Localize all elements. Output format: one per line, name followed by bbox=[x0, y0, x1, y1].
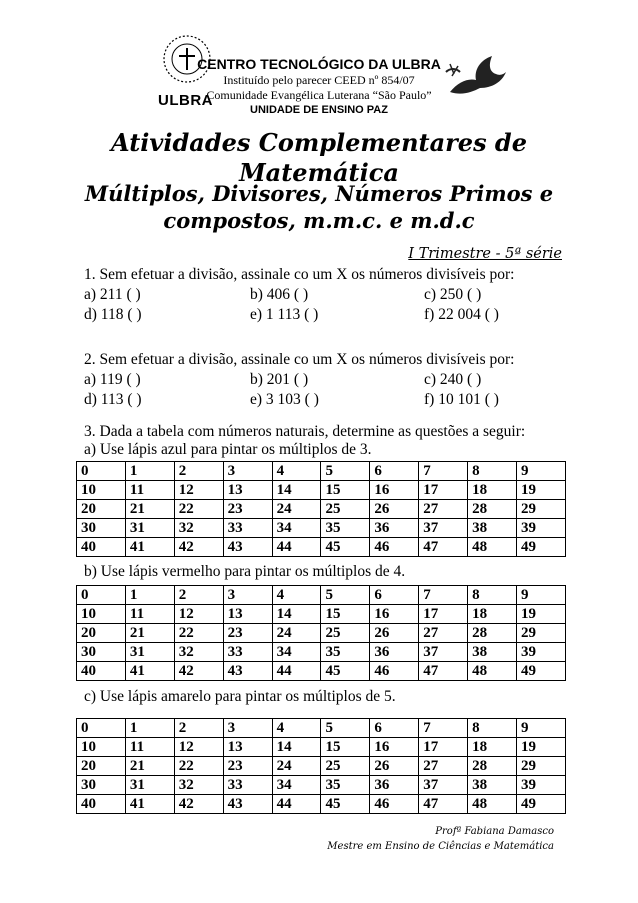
table-cell[interactable]: 16 bbox=[370, 738, 419, 757]
table-cell[interactable]: 48 bbox=[468, 662, 517, 681]
table-cell[interactable]: 8 bbox=[468, 586, 517, 605]
table-cell[interactable]: 32 bbox=[174, 519, 223, 538]
table-cell[interactable]: 10 bbox=[77, 605, 126, 624]
table-cell[interactable]: 7 bbox=[419, 719, 468, 738]
number-table-b bbox=[76, 585, 566, 681]
table-cell[interactable]: 19 bbox=[517, 481, 566, 500]
table-cell[interactable]: 25 bbox=[321, 757, 370, 776]
table-cell[interactable]: 4 bbox=[272, 462, 321, 481]
table-cell[interactable]: 37 bbox=[419, 519, 468, 538]
q2-item-f: f) 10 101 ( ) bbox=[424, 391, 499, 408]
table-cell[interactable]: 47 bbox=[419, 662, 468, 681]
q3-b-instruction: b) Use lápis vermelho para pintar os múltiplos de 4. bbox=[84, 563, 406, 580]
table-cell[interactable]: 26 bbox=[370, 757, 419, 776]
q1-item-c: c) 250 ( ) bbox=[424, 286, 482, 303]
table-cell[interactable]: 21 bbox=[125, 757, 174, 776]
school-unit: UNIDADE DE ENSINO PAZ bbox=[250, 104, 388, 116]
table-row bbox=[77, 500, 566, 519]
table-cell[interactable]: 18 bbox=[468, 738, 517, 757]
table-cell[interactable]: 3 bbox=[223, 462, 272, 481]
table-cell[interactable]: 37 bbox=[419, 776, 468, 795]
table-cell[interactable]: 46 bbox=[370, 795, 419, 814]
table-cell[interactable]: 17 bbox=[419, 605, 468, 624]
table-cell[interactable]: 12 bbox=[174, 738, 223, 757]
table-cell[interactable]: 5 bbox=[321, 719, 370, 738]
table-row bbox=[77, 519, 566, 538]
table-cell[interactable]: 15 bbox=[321, 605, 370, 624]
table-cell[interactable]: 13 bbox=[223, 605, 272, 624]
table-row bbox=[77, 776, 566, 795]
table-cell[interactable]: 10 bbox=[77, 738, 126, 757]
table-cell[interactable]: 30 bbox=[77, 519, 126, 538]
table-cell[interactable]: 40 bbox=[77, 662, 126, 681]
table-row bbox=[77, 662, 566, 681]
table-cell[interactable]: 23 bbox=[223, 624, 272, 643]
table-cell[interactable]: 16 bbox=[370, 481, 419, 500]
table-cell[interactable]: 20 bbox=[77, 500, 126, 519]
table-cell[interactable]: 31 bbox=[125, 643, 174, 662]
table-cell[interactable]: 32 bbox=[174, 643, 223, 662]
table-cell[interactable]: 20 bbox=[77, 624, 126, 643]
table-cell[interactable]: 14 bbox=[272, 481, 321, 500]
table-cell[interactable]: 35 bbox=[321, 776, 370, 795]
table-cell[interactable]: 21 bbox=[125, 624, 174, 643]
table-cell[interactable]: 45 bbox=[321, 538, 370, 557]
table-cell[interactable]: 27 bbox=[419, 757, 468, 776]
table-cell[interactable]: 2 bbox=[174, 719, 223, 738]
table-row bbox=[77, 643, 566, 662]
table-cell[interactable]: 40 bbox=[77, 538, 126, 557]
table-cell[interactable]: 3 bbox=[223, 586, 272, 605]
table-row bbox=[77, 538, 566, 557]
table-cell[interactable]: 18 bbox=[468, 605, 517, 624]
table-cell[interactable]: 44 bbox=[272, 795, 321, 814]
q3-a-instruction: a) Use lápis azul para pintar os múltiplos de 3. bbox=[84, 441, 372, 458]
table-cell[interactable]: 9 bbox=[517, 586, 566, 605]
table-cell[interactable]: 1 bbox=[125, 462, 174, 481]
table-cell[interactable]: 6 bbox=[370, 462, 419, 481]
table-cell[interactable]: 22 bbox=[174, 500, 223, 519]
table-cell[interactable]: 34 bbox=[272, 519, 321, 538]
table-cell[interactable]: 1 bbox=[125, 719, 174, 738]
table-row bbox=[77, 738, 566, 757]
table-cell[interactable]: 33 bbox=[223, 519, 272, 538]
table-cell[interactable]: 24 bbox=[272, 624, 321, 643]
teacher-name: Profª Fabiana Damasco bbox=[435, 826, 554, 837]
table-cell[interactable]: 43 bbox=[223, 795, 272, 814]
table-cell[interactable]: 35 bbox=[321, 643, 370, 662]
table-cell[interactable]: 38 bbox=[468, 776, 517, 795]
table-cell[interactable]: 17 bbox=[419, 738, 468, 757]
q1-prompt: 1. Sem efetuar a divisão, assinale co um X os números divisíveis por: bbox=[84, 266, 515, 283]
table-cell[interactable]: 29 bbox=[517, 500, 566, 519]
q2-item-a: a) 119 ( ) bbox=[84, 371, 141, 388]
table-cell[interactable]: 26 bbox=[370, 500, 419, 519]
table-cell[interactable]: 25 bbox=[321, 500, 370, 519]
table-row bbox=[77, 795, 566, 814]
table-cell[interactable]: 23 bbox=[223, 500, 272, 519]
table-cell[interactable]: 43 bbox=[223, 538, 272, 557]
table-cell[interactable]: 44 bbox=[272, 538, 321, 557]
table-cell[interactable]: 11 bbox=[125, 481, 174, 500]
table-cell[interactable]: 42 bbox=[174, 795, 223, 814]
table-row bbox=[77, 605, 566, 624]
table-cell[interactable]: 9 bbox=[517, 719, 566, 738]
table-cell[interactable]: 45 bbox=[321, 795, 370, 814]
teacher-role: Mestre em Ensino de Ciências e Matemática bbox=[327, 841, 554, 852]
table-cell[interactable]: 28 bbox=[468, 757, 517, 776]
table-cell[interactable]: 15 bbox=[321, 738, 370, 757]
table-cell[interactable]: 16 bbox=[370, 605, 419, 624]
table-cell[interactable]: 28 bbox=[468, 500, 517, 519]
table-cell[interactable]: 6 bbox=[370, 719, 419, 738]
main-title: Atividades Complementares de Matemática bbox=[111, 128, 527, 187]
school-decree: Instituído pelo parecer CEED nº 854/07 bbox=[223, 73, 415, 87]
table-cell[interactable]: 41 bbox=[125, 795, 174, 814]
table-cell[interactable]: 30 bbox=[77, 776, 126, 795]
table-cell[interactable]: 7 bbox=[419, 462, 468, 481]
table-cell[interactable]: 38 bbox=[468, 643, 517, 662]
table-cell[interactable]: 3 bbox=[223, 719, 272, 738]
table-cell[interactable]: 6 bbox=[370, 586, 419, 605]
table-cell[interactable]: 0 bbox=[77, 586, 126, 605]
table-cell[interactable]: 14 bbox=[272, 738, 321, 757]
table-cell[interactable]: 9 bbox=[517, 462, 566, 481]
table-cell[interactable]: 32 bbox=[174, 776, 223, 795]
q2-prompt: 2. Sem efetuar a divisão, assinale co um X os números divisíveis por: bbox=[84, 351, 515, 368]
table-cell[interactable]: 46 bbox=[370, 538, 419, 557]
table-row bbox=[77, 586, 566, 605]
table-cell[interactable]: 8 bbox=[468, 719, 517, 738]
table-cell[interactable]: 24 bbox=[272, 500, 321, 519]
table-cell[interactable]: 27 bbox=[419, 500, 468, 519]
table-cell[interactable]: 29 bbox=[517, 757, 566, 776]
table-cell[interactable]: 49 bbox=[517, 795, 566, 814]
table-cell[interactable]: 38 bbox=[468, 519, 517, 538]
table-cell[interactable]: 39 bbox=[517, 519, 566, 538]
table-cell[interactable]: 8 bbox=[468, 462, 517, 481]
table-row bbox=[77, 462, 566, 481]
table-cell[interactable]: 47 bbox=[419, 795, 468, 814]
table-cell[interactable]: 39 bbox=[517, 643, 566, 662]
q3-c-instruction: c) Use lápis amarelo para pintar os múltiplos de 5. bbox=[84, 688, 396, 705]
ulbra-logo-text: ULBRA bbox=[158, 92, 213, 109]
table-cell[interactable]: 1 bbox=[125, 586, 174, 605]
table-cell[interactable]: 15 bbox=[321, 481, 370, 500]
table-cell[interactable]: 4 bbox=[272, 719, 321, 738]
table-cell[interactable]: 5 bbox=[321, 586, 370, 605]
table-cell[interactable]: 48 bbox=[468, 795, 517, 814]
table-cell[interactable]: 13 bbox=[223, 481, 272, 500]
table-cell[interactable]: 36 bbox=[370, 643, 419, 662]
table-cell[interactable]: 29 bbox=[517, 624, 566, 643]
table-cell[interactable]: 20 bbox=[77, 757, 126, 776]
table-cell[interactable]: 28 bbox=[468, 624, 517, 643]
table-cell[interactable]: 0 bbox=[77, 462, 126, 481]
table-cell[interactable]: 41 bbox=[125, 662, 174, 681]
table-cell[interactable]: 35 bbox=[321, 519, 370, 538]
table-cell[interactable]: 47 bbox=[419, 538, 468, 557]
table-cell[interactable]: 13 bbox=[223, 738, 272, 757]
table-cell[interactable]: 10 bbox=[77, 481, 126, 500]
table-cell[interactable]: 27 bbox=[419, 624, 468, 643]
school-name: CENTRO TECNOLÓGICO DA ULBRA bbox=[197, 56, 441, 72]
table-cell[interactable]: 42 bbox=[174, 538, 223, 557]
table-cell[interactable]: 12 bbox=[174, 481, 223, 500]
number-table-c bbox=[76, 718, 566, 814]
q2-item-e: e) 3 103 ( ) bbox=[250, 391, 319, 408]
table-row bbox=[77, 481, 566, 500]
table-cell[interactable]: 22 bbox=[174, 624, 223, 643]
table-cell[interactable]: 45 bbox=[321, 662, 370, 681]
table-cell[interactable]: 7 bbox=[419, 586, 468, 605]
table-cell[interactable]: 34 bbox=[272, 643, 321, 662]
table-cell[interactable]: 4 bbox=[272, 586, 321, 605]
table-cell[interactable]: 2 bbox=[174, 586, 223, 605]
table-cell[interactable]: 11 bbox=[125, 605, 174, 624]
table-cell[interactable]: 43 bbox=[223, 662, 272, 681]
table-row bbox=[77, 757, 566, 776]
table-cell[interactable]: 46 bbox=[370, 662, 419, 681]
q1-item-f: f) 22 004 ( ) bbox=[424, 306, 499, 323]
table-cell[interactable]: 31 bbox=[125, 776, 174, 795]
table-cell[interactable]: 22 bbox=[174, 757, 223, 776]
q3-prompt: 3. Dada a tabela com números naturais, determine as questões a seguir: bbox=[84, 423, 526, 440]
table-cell[interactable]: 39 bbox=[517, 776, 566, 795]
q1-item-a: a) 211 ( ) bbox=[84, 286, 141, 303]
table-row bbox=[77, 624, 566, 643]
table-cell[interactable]: 12 bbox=[174, 605, 223, 624]
table-cell[interactable]: 44 bbox=[272, 662, 321, 681]
table-cell[interactable]: 19 bbox=[517, 605, 566, 624]
table-cell[interactable]: 30 bbox=[77, 643, 126, 662]
q2-item-b: b) 201 ( ) bbox=[250, 371, 309, 388]
school-community: Comunidade Evangélica Luterana “São Paulo” bbox=[206, 88, 432, 102]
table-cell[interactable]: 41 bbox=[125, 538, 174, 557]
table-cell[interactable]: 49 bbox=[517, 538, 566, 557]
table-cell[interactable]: 37 bbox=[419, 643, 468, 662]
table-cell[interactable]: 34 bbox=[272, 776, 321, 795]
q1-item-e: e) 1 113 ( ) bbox=[250, 306, 319, 323]
table-cell[interactable]: 23 bbox=[223, 757, 272, 776]
q2-item-d: d) 113 ( ) bbox=[84, 391, 142, 408]
sub-title: Múltiplos, Divisores, Números Primos e compostos, m.m.c. e m.d.c bbox=[84, 181, 554, 233]
table-cell[interactable]: 17 bbox=[419, 481, 468, 500]
table-cell[interactable]: 33 bbox=[223, 643, 272, 662]
table-cell[interactable]: 2 bbox=[174, 462, 223, 481]
table-cell[interactable]: 31 bbox=[125, 519, 174, 538]
table-cell[interactable]: 36 bbox=[370, 519, 419, 538]
table-cell[interactable]: 40 bbox=[77, 795, 126, 814]
table-cell[interactable]: 36 bbox=[370, 776, 419, 795]
school-header bbox=[0, 56, 638, 117]
table-cell[interactable]: 33 bbox=[223, 776, 272, 795]
table-cell[interactable]: 21 bbox=[125, 500, 174, 519]
term-label: I Trimestre - 5ª série bbox=[408, 246, 562, 262]
table-cell[interactable]: 48 bbox=[468, 538, 517, 557]
table-cell[interactable]: 5 bbox=[321, 462, 370, 481]
table-row bbox=[77, 719, 566, 738]
q1-item-d: d) 118 ( ) bbox=[84, 306, 142, 323]
number-table-a bbox=[76, 461, 566, 557]
table-cell[interactable]: 25 bbox=[321, 624, 370, 643]
table-cell[interactable]: 19 bbox=[517, 738, 566, 757]
q1-item-b: b) 406 ( ) bbox=[250, 286, 309, 303]
table-cell[interactable]: 42 bbox=[174, 662, 223, 681]
table-cell[interactable]: 26 bbox=[370, 624, 419, 643]
table-cell[interactable]: 11 bbox=[125, 738, 174, 757]
table-cell[interactable]: 24 bbox=[272, 757, 321, 776]
table-cell[interactable]: 14 bbox=[272, 605, 321, 624]
table-cell[interactable]: 49 bbox=[517, 662, 566, 681]
table-cell[interactable]: 0 bbox=[77, 719, 126, 738]
q2-item-c: c) 240 ( ) bbox=[424, 371, 482, 388]
table-cell[interactable]: 18 bbox=[468, 481, 517, 500]
